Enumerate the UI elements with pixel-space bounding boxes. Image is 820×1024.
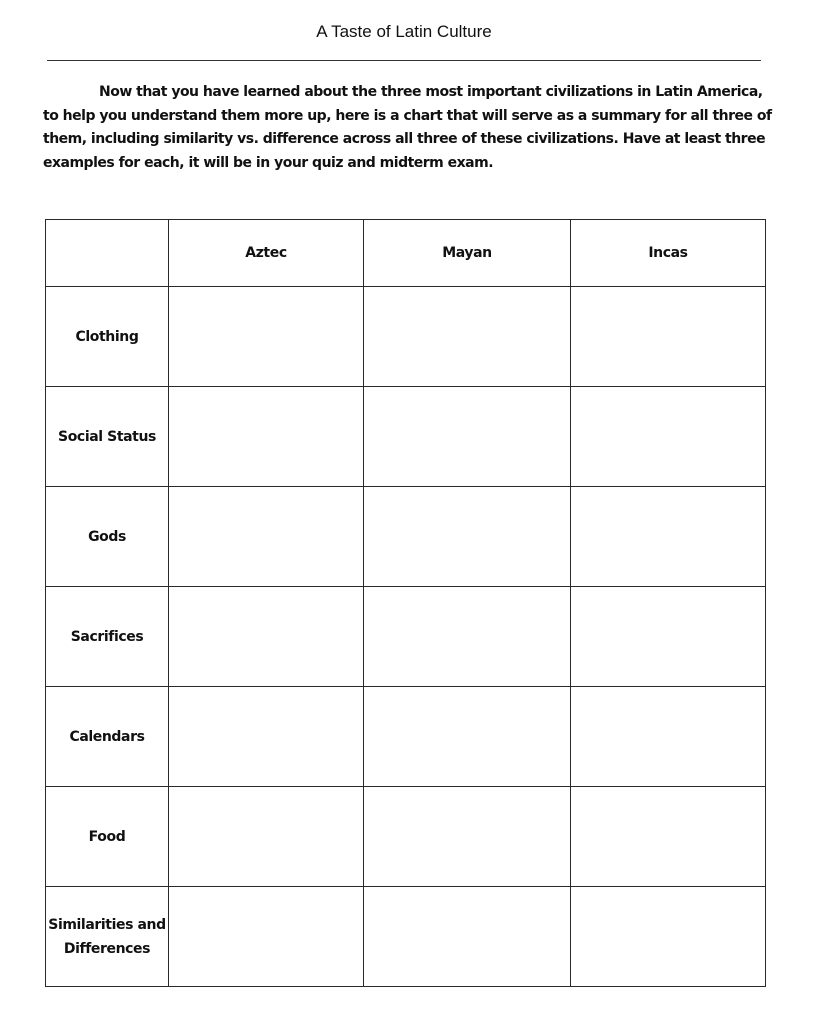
- answer-cell-clothing-incas[interactable]: [571, 287, 766, 387]
- answer-cell-clothing-aztec[interactable]: [169, 287, 364, 387]
- answer-cell-food-incas[interactable]: [571, 787, 766, 887]
- answer-cell-calendars-aztec[interactable]: [169, 687, 364, 787]
- answer-cell-food-aztec[interactable]: [169, 787, 364, 887]
- row-label-line-1: Similarities and: [48, 916, 166, 933]
- answer-cell-social-status-aztec[interactable]: [169, 387, 364, 487]
- answer-cell-clothing-mayan[interactable]: [364, 287, 571, 387]
- table-row: [46, 487, 766, 587]
- table-row: [46, 687, 766, 787]
- answer-cell-similarities-incas[interactable]: [571, 887, 766, 987]
- answer-cell-gods-incas[interactable]: [571, 487, 766, 587]
- corner-cell: [46, 220, 169, 287]
- row-label-sacrifices: Sacrifices: [46, 587, 169, 687]
- answer-cell-calendars-mayan[interactable]: [364, 687, 571, 787]
- column-header-aztec: Aztec: [169, 220, 364, 287]
- table-row: [46, 787, 766, 887]
- column-header-incas: Incas: [571, 220, 766, 287]
- answer-cell-social-status-incas[interactable]: [571, 387, 766, 487]
- title-divider: [47, 60, 761, 61]
- row-label-similarities-differences: [46, 887, 169, 987]
- instructions-paragraph: Now that you have learned about the three most important civilizations in Latin America, to help you understand them more up, here is a chart that will serve as a summary for all three of them, including similarity vs. difference across all three of these civilizations. Have at least three examples for each, it will be in your quiz and midterm exam.: [43, 84, 772, 171]
- row-label-food: Food: [46, 787, 169, 887]
- header-row: [46, 220, 766, 287]
- answer-cell-sacrifices-aztec[interactable]: [169, 587, 364, 687]
- answer-cell-similarities-mayan[interactable]: [364, 887, 571, 987]
- row-label-gods: Gods: [46, 487, 169, 587]
- column-header-mayan: Mayan: [364, 220, 571, 287]
- answer-cell-calendars-incas[interactable]: [571, 687, 766, 787]
- answer-cell-sacrifices-mayan[interactable]: [364, 587, 571, 687]
- answer-cell-sacrifices-incas[interactable]: [571, 587, 766, 687]
- answer-cell-similarities-aztec[interactable]: [169, 887, 364, 987]
- comparison-chart: [45, 219, 766, 987]
- answer-cell-food-mayan[interactable]: [364, 787, 571, 887]
- table-row: [46, 387, 766, 487]
- table-row: [46, 887, 766, 987]
- row-label-clothing: Clothing: [46, 287, 169, 387]
- row-label-social-status: Social Status: [46, 387, 169, 487]
- answer-cell-gods-aztec[interactable]: [169, 487, 364, 587]
- answer-cell-social-status-mayan[interactable]: [364, 387, 571, 487]
- table-row: [46, 587, 766, 687]
- row-label-line-2: Differences: [63, 940, 151, 957]
- answer-cell-gods-mayan[interactable]: [364, 487, 571, 587]
- row-label-calendars: Calendars: [46, 687, 169, 787]
- page-title: A Taste of Latin Culture: [316, 22, 492, 41]
- table-row: [46, 287, 766, 387]
